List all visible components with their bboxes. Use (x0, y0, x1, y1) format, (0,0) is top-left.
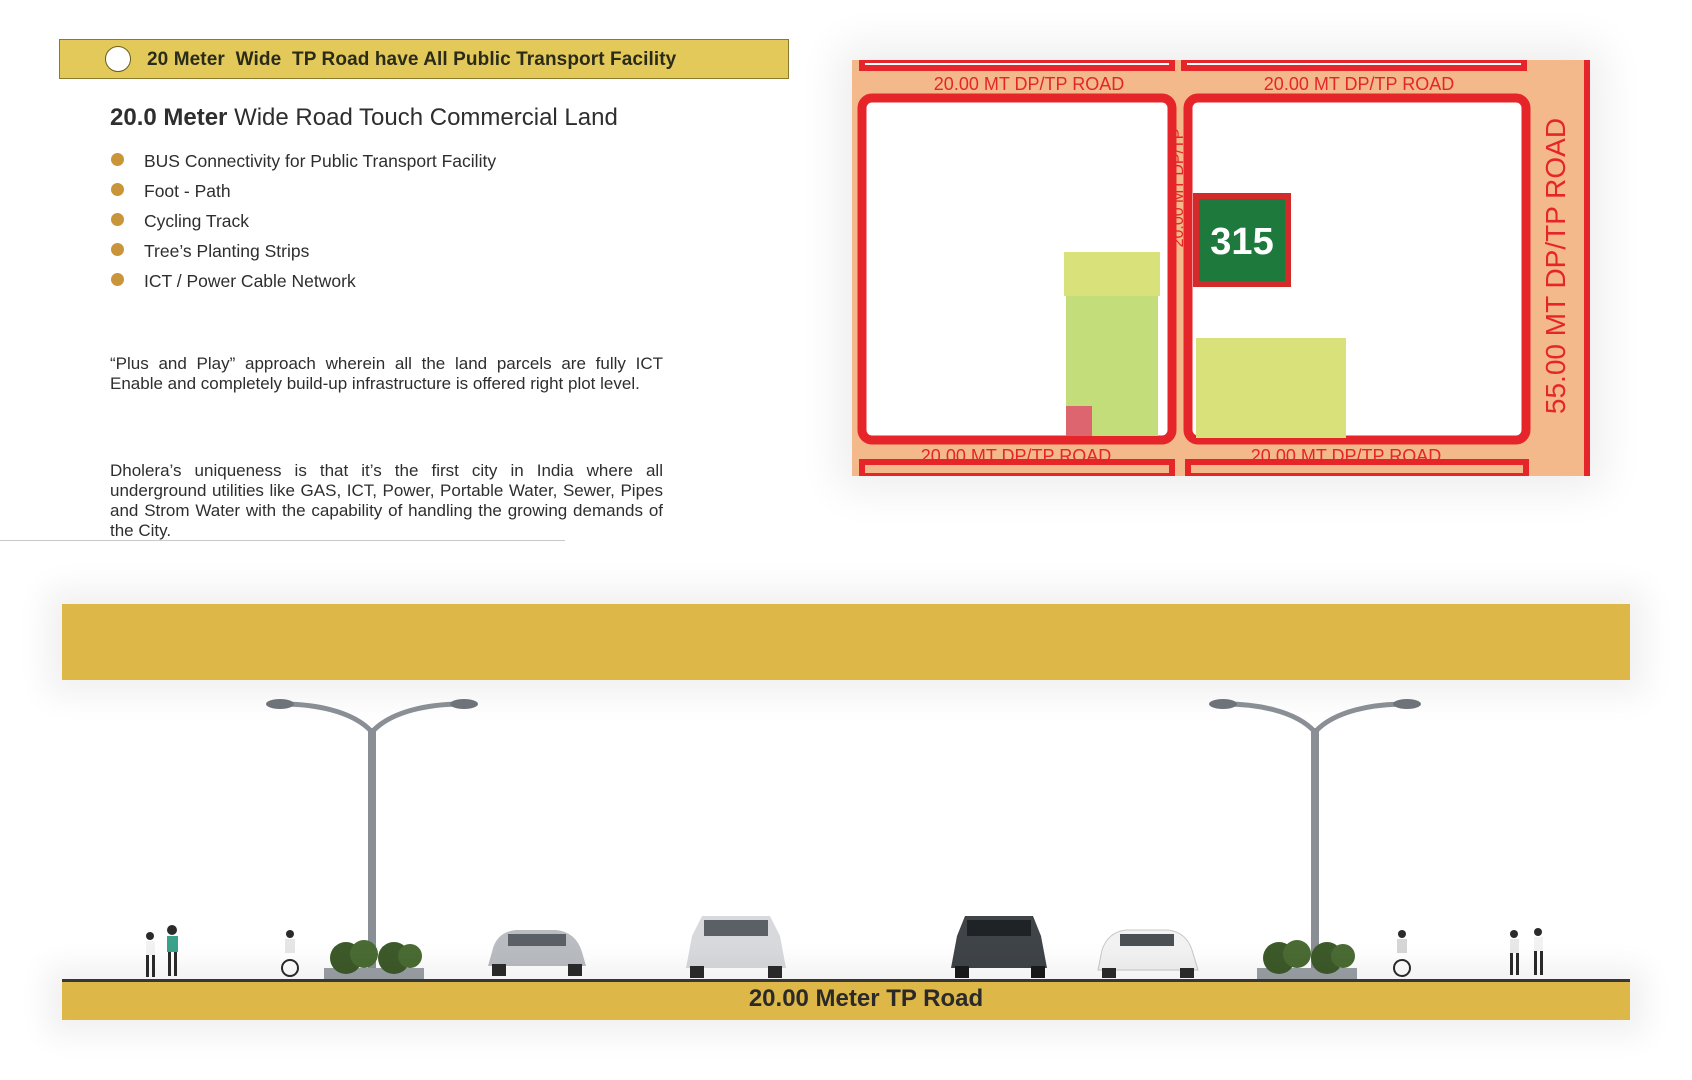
list-item (110, 180, 496, 210)
car-icon (951, 916, 1047, 978)
header-banner (59, 39, 789, 79)
car-icon (1098, 930, 1198, 978)
bullet-dot-icon (111, 273, 124, 286)
circle-bullet-icon (105, 46, 131, 72)
shrub-icon (324, 940, 424, 980)
road-label-bottom-right: 20.00 MT DP/TP ROAD (1250, 446, 1442, 466)
top-strip-left (862, 60, 1172, 68)
feature-text: Tree’s Planting Strips (144, 241, 310, 261)
land-yellow-green (1064, 252, 1160, 296)
pedestrian-icon (146, 932, 155, 977)
bullet-dot-icon (111, 153, 124, 166)
section-top-band (62, 604, 1630, 680)
subheading (110, 104, 618, 132)
subheading-rest: Wide Road Touch Commercial Land (227, 104, 618, 131)
paragraph-dholera-uniqueness: Dholera’s uniqueness is that it’s the first city in India where all underground utilities like GAS, ICT, Power, Portable Water, Sewer, Pipes and Strom Water with the capability of handling the growing demands of the City. (110, 461, 663, 540)
site-map (852, 60, 1590, 476)
plot-number: 315 (1210, 221, 1274, 263)
road-label-top-right: 20.00 MT DP/TP ROAD (1263, 74, 1455, 94)
car-icon (488, 930, 586, 976)
bullet-dot-icon (111, 183, 124, 196)
road-label: 20.00 Meter TP Road (748, 985, 984, 1012)
small-red-block (1066, 406, 1092, 436)
street-light-icon (266, 699, 478, 980)
feature-text: Cycling Track (144, 211, 250, 231)
pedestrian-icon (167, 925, 178, 976)
list-item (110, 240, 496, 270)
bullet-dot-icon (111, 213, 124, 226)
street-light-icon (1209, 699, 1421, 980)
land-yellow-green-right (1196, 338, 1346, 438)
shrub-icon (1257, 940, 1357, 980)
cyclist-icon (282, 930, 298, 976)
road-label-vertical-middle: 20.00 MT DP/TP (1170, 128, 1187, 248)
right-edge-line (1584, 60, 1590, 476)
cyclist-icon (1394, 930, 1410, 976)
pedestrian-icon (1510, 930, 1519, 975)
bullet-dot-icon (111, 243, 124, 256)
divider (0, 540, 565, 541)
list-item (110, 270, 496, 300)
road-label-top-left: 20.00 MT DP/TP ROAD (933, 74, 1125, 94)
feature-text: BUS Connectivity for Public Transport Facility (144, 151, 497, 171)
road-label-bottom-left: 20.00 MT DP/TP ROAD (920, 446, 1112, 466)
list-item (110, 210, 496, 240)
feature-text: ICT / Power Cable Network (144, 271, 356, 291)
site-map-svg (852, 60, 1590, 476)
road-cross-section (62, 690, 1630, 990)
car-icon (686, 916, 786, 978)
paragraph-plug-and-play: “Plus and Play” approach wherein all the land parcels are fully ICT Enable and completely build-up infrastructure is offered right plot level. (110, 354, 663, 393)
list-item (110, 150, 496, 180)
feature-list (110, 150, 496, 300)
road-label-vertical-right: 55.00 MT DP/TP ROAD (1540, 117, 1571, 415)
subheading-bold: 20.0 Meter (110, 104, 228, 131)
pedestrian-icon (1534, 928, 1543, 975)
feature-text: Foot - Path (144, 181, 231, 201)
banner-title: 20 Meter Wide TP Road have All Public Transport Facility (147, 49, 677, 70)
top-strip-right (1184, 60, 1524, 68)
